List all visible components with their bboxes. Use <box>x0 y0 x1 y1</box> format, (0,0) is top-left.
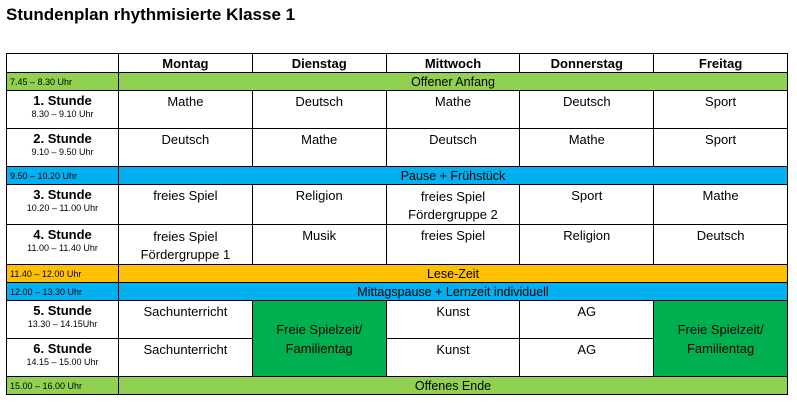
band-label: Offener Anfang <box>119 73 788 91</box>
lesson-cell: Sport <box>520 185 654 225</box>
band-time: 11.40 – 12.00 Uhr <box>7 265 119 283</box>
lesson-label: 4. Stunde 11.00 – 11.40 Uhr <box>7 225 119 265</box>
free-play-tuesday: Freie Spielzeit/ Familientag <box>252 301 386 377</box>
lesson-cell: Sachunterricht <box>119 301 253 339</box>
day-tuesday: Dienstag <box>252 54 386 73</box>
band-time: 7.45 – 8.30 Uhr <box>7 73 119 91</box>
lesson-cell: Kunst <box>386 339 520 377</box>
lesson-row-1 <box>7 91 788 129</box>
band-end <box>7 377 788 395</box>
lesson-cell: Mathe <box>119 91 253 129</box>
lesson-row-3 <box>7 185 788 225</box>
lesson-row-5 <box>7 301 788 339</box>
lesson-cell: Religion <box>520 225 654 265</box>
lesson-cell: Mathe <box>386 91 520 129</box>
band-label: Mittagspause + Lernzeit individuell <box>119 283 788 301</box>
lesson-cell: freies Spiel Fördergruppe 2 <box>386 185 520 225</box>
band-breakfast <box>7 167 788 185</box>
lesson-cell: Mathe <box>654 185 788 225</box>
lesson-label: 1. Stunde 8.30 – 9.10 Uhr <box>7 91 119 129</box>
band-label: Offenes Ende <box>119 377 788 395</box>
lesson-cell: Deutsch <box>654 225 788 265</box>
band-opening <box>7 73 788 91</box>
header-row <box>7 54 788 73</box>
lesson-cell: Musik <box>252 225 386 265</box>
lesson-label: 2. Stunde 9.10 – 9.50 Uhr <box>7 129 119 167</box>
band-label: Lese-Zeit <box>119 265 788 283</box>
band-time: 15.00 – 16.00 Uhr <box>7 377 119 395</box>
lesson-cell: Sachunterricht <box>119 339 253 377</box>
lesson-cell: Mathe <box>252 129 386 167</box>
lesson-cell: Sport <box>654 91 788 129</box>
band-reading <box>7 265 788 283</box>
timetable <box>6 53 788 395</box>
header-corner <box>7 54 119 73</box>
day-monday: Montag <box>119 54 253 73</box>
band-lunch <box>7 283 788 301</box>
lesson-cell: Kunst <box>386 301 520 339</box>
band-label: Pause + Frühstück <box>119 167 788 185</box>
lesson-cell: freies Spiel Fördergruppe 1 <box>119 225 253 265</box>
lesson-cell: Deutsch <box>520 91 654 129</box>
lesson-label: 6. Stunde 14.15 – 15.00 Uhr <box>7 339 119 377</box>
lesson-cell: Sport <box>654 129 788 167</box>
day-friday: Freitag <box>654 54 788 73</box>
day-wednesday: Mittwoch <box>386 54 520 73</box>
band-time: 9.50 – 10.20 Uhr <box>7 167 119 185</box>
lesson-row-2 <box>7 129 788 167</box>
lesson-cell: Deutsch <box>119 129 253 167</box>
lesson-label: 5. Stunde 13.30 – 14.15Uhr <box>7 301 119 339</box>
lesson-cell: Religion <box>252 185 386 225</box>
free-play-friday: Freie Spielzeit/ Familientag <box>654 301 788 377</box>
band-time: 12.00 – 13.30 Uhr <box>7 283 119 301</box>
lesson-row-4 <box>7 225 788 265</box>
lesson-cell: Mathe <box>520 129 654 167</box>
lesson-cell: Deutsch <box>252 91 386 129</box>
page-title: Stundenplan rhythmisierte Klasse 1 <box>6 5 296 24</box>
lesson-cell: freies Spiel <box>386 225 520 265</box>
lesson-cell: AG <box>520 301 654 339</box>
day-thursday: Donnerstag <box>520 54 654 73</box>
lesson-cell: AG <box>520 339 654 377</box>
lesson-label: 3. Stunde 10.20 – 11.00 Uhr <box>7 185 119 225</box>
lesson-cell: freies Spiel <box>119 185 253 225</box>
lesson-cell: Deutsch <box>386 129 520 167</box>
